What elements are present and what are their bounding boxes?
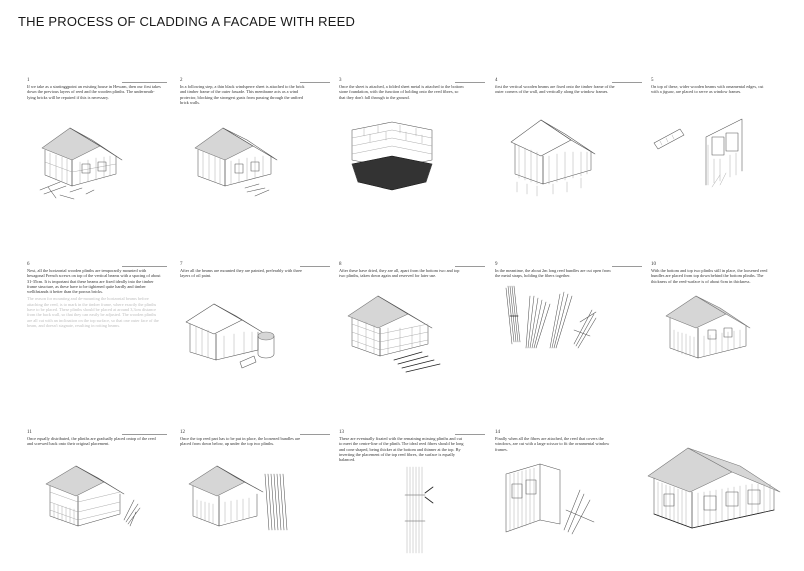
step-10: [651, 262, 776, 284]
sketch-finished-house: [640, 440, 790, 540]
step-13: [339, 430, 464, 462]
step-description: With the bottom and top two plinths still in place, the loosened reed bundles are placed from top down behind the bottom plinths. The thickness of the reed-surface is of about 6cm in thickness.: [651, 268, 768, 284]
step-number: 8: [339, 262, 342, 267]
step-number: 6: [27, 262, 30, 267]
sketch-house-painting: [180, 296, 285, 376]
step-description: first the vertical wooden beams are fixed onto the timber frame of the outer corners of the wall, and vertically along the window frames.: [495, 84, 615, 95]
step-11: [27, 430, 162, 447]
sketch-house-stripping: [30, 120, 130, 200]
step-number: 3: [339, 78, 342, 83]
sketch-reed-bundles: [500, 282, 600, 354]
step-3: [339, 78, 464, 100]
step-note: The reason for mounting and de-mounting the horizontal beams before attaching the reed, is to mark in the timber frame, where exactly the plinths have to be placed. These plinths should be placed at around 3,3cm distance from the back wall, so that they can easily be adjusted. The wooden plinths are all cut with an inclination on the top surface, so that one outer face of the beam, and doesn't stagnate, resulting in rotting beams.: [27, 296, 159, 328]
step-description: Once the sheet is attached, a folded sheet metal is attached to the bottom stone foundation, with the function of holding onto the reed fibres, so that they don't fall through to the ground.: [339, 84, 464, 100]
step-number: 7: [180, 262, 183, 267]
step-description: After these have dried, they are all, apart from the bottom two and top two plinths, taken down again and reserved for later use.: [339, 268, 460, 279]
step-description: Next, all the horizontal wooden plinths are temporarily mounted with hexagonal French screws on top of the vertical beams with a spacing of about 31-35cm. It is important that these beams are fixed ideally into the timber frame structure, as these have to be tightened quite hardly and timber wellthstands it better than the porous bricks.: [27, 268, 161, 295]
sketch-house-plinths-mounted: [40, 460, 145, 540]
step-number: 14: [495, 430, 500, 435]
step-number: 2: [180, 78, 183, 83]
sketch-house-vertical-beams: [505, 112, 600, 197]
step-14: [495, 430, 615, 452]
step-2: [180, 78, 305, 105]
sketch-ornamental-frames: [650, 115, 755, 190]
sketch-house-reed-top: [185, 460, 295, 540]
step-number: 11: [27, 430, 32, 435]
step-number: 1: [27, 78, 30, 83]
sketch-foundation-metal: [342, 120, 442, 200]
step-12: [180, 430, 305, 447]
step-description: These are eventually fixated with the remaining missing plinths and cut to meet the centre-line of the plinth. The ideal reed fibres should be long and cone shaped, being thicker at the bottom and thinner at the top. By inverting the placement of the top reed fibres, the surface is equally balanced.: [339, 436, 464, 463]
sketch-house-reed-lower: [660, 290, 760, 370]
step-description: In a following step, a thin black windsperre sheet is attached to the brick and timber frame of the outer fassade. This membrane acts as a wind protector, blocking the strongest gusts from passing through the unfired brick walls.: [180, 84, 305, 105]
step-number: 10: [651, 262, 656, 267]
step-number: 4: [495, 78, 498, 83]
step-number: 5: [651, 78, 654, 83]
sketch-house-windsheet: [185, 118, 285, 198]
step-5: [651, 78, 771, 95]
connector-line: [612, 82, 642, 83]
step-description: After all the beams are mounted they are painted, preferably with three layers of oil paint.: [180, 268, 302, 279]
sketch-house-corner-reed: [500, 460, 600, 540]
step-4: [495, 78, 615, 95]
step-1: [27, 78, 162, 100]
step-description: In the meantime, the about 2m long reed bundles are cut open from the metal straps, holding the fibers together.: [495, 268, 611, 279]
sketch-reed-detail: [395, 465, 435, 555]
step-description: Once equally distributed, the plinths are gradually placed ontop of the reed and screwed back onto their original placement.: [27, 436, 156, 447]
step-description: Once the top reed part has to be put in place, the loosened bundles are placed from down below, up under the top two plinths.: [180, 436, 301, 447]
step-number: 12: [180, 430, 185, 435]
step-description: Finally when all the fibres are attached, the reed that covers the windows, are cut with a large scissor to fit the ornamental window frames.: [495, 436, 610, 452]
page-title: THE PROCESS OF CLADDING A FACADE WITH REED: [18, 14, 356, 29]
step-number: 9: [495, 262, 498, 267]
step-9: [495, 262, 615, 279]
step-description: If we take as a startinggpoint an existing house in Hewam, then our first takes down the previous layers of reed and the wooden plinths. The underneath-lying bricks will be repaired if this is necessary.: [27, 84, 161, 100]
step-6: [27, 262, 162, 328]
connector-line: [612, 266, 642, 267]
sketch-house-plinths: [340, 288, 450, 373]
step-description: On top of these, wider wooden beams with ornamental edges, cut with a jigsaw, are placed to serve as window frames.: [651, 84, 764, 95]
step-number: 13: [339, 430, 344, 435]
step-8: [339, 262, 464, 279]
step-7: [180, 262, 305, 279]
